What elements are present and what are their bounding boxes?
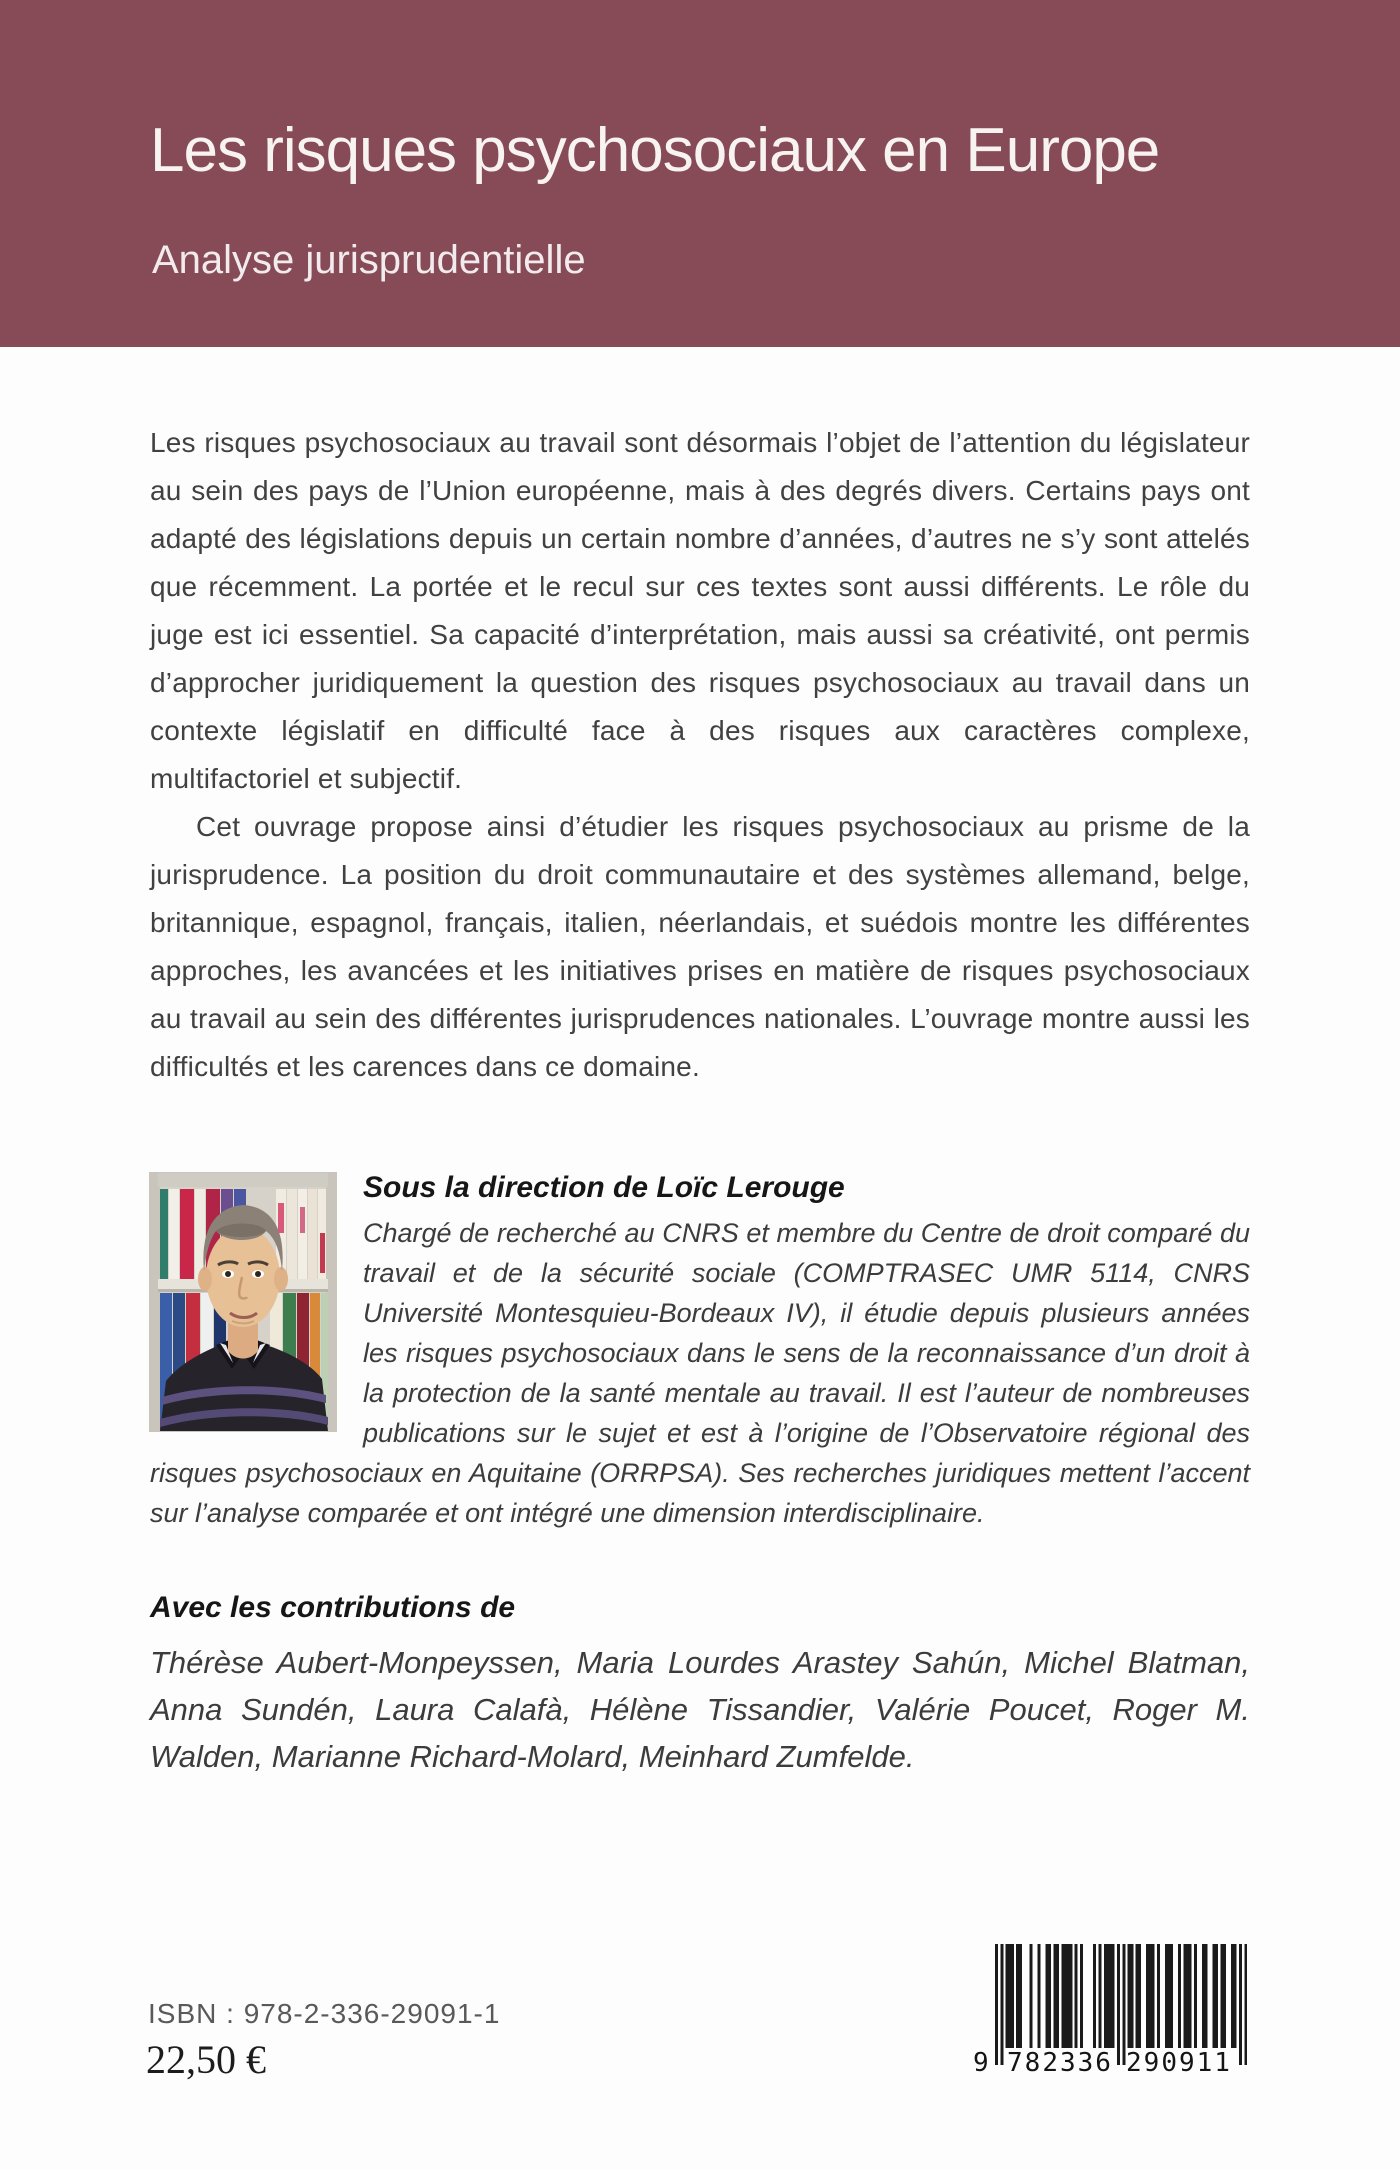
director-heading: Sous la direction de Loïc Lerouge: [363, 1171, 845, 1204]
director-section: [150, 1169, 1250, 1533]
contributors-heading: Avec les contributions de: [150, 1591, 516, 1624]
synopsis-paragraph-1: Les risques psychosociaux au travail sont désormais l’objet de l’attention du législateur au sein des pays de l’Union européenne, mais à des degrés divers. Certains pays ont adapté des législations depuis un certain nombre d’années, d’autres ne s’y sont attelés que récemment. La portée et le recul sur ces textes sont aussi différents. Le rôle du juge est ici essentiel. Sa capacité d’interprétation, mais aussi sa créativité, ont permis d’approcher juridiquement la question des risques psychosociaux au travail dans un contexte législatif en difficulté face à des risques aux caractères complexe, multifactoriel et subjectif.: [150, 427, 1250, 794]
barcode-digits-group1: 782336: [1007, 2048, 1113, 2078]
director-bio: Chargé de recherché au CNRS et membre du Centre de droit comparé du travail et de la sécurité sociale (COMPTRASEC UMR 5114, CNRS Université Montesquieu-Bordeaux IV), il étudie depuis plusieurs années les risques psychosociaux dans le sens de la reconnaissance d’un droit à la protection de la santé mentale au travail. Il est l’auteur de nombreuses publications sur le sujet et est à l’origine de l’Observatoire régional des risques psychosociaux en Aquitaine (ORRPSA). Ses recherches juridiques mettent l’accent sur l’analyse comparée et ont intégré une dimension interdisciplinaire.: [150, 1218, 1250, 1528]
title-band: [0, 0, 1400, 347]
barcode-digits-group2: 290911: [1126, 2048, 1232, 2078]
synopsis-paragraph-2: Cet ouvrage propose ainsi d’étudier les risques psychosociaux au prisme de la jurisprudence. La position du droit communautaire et des systèmes allemand, belge, britannique, espagnol, français, italien, néerlandais, et suédois montre les différentes approches, les avancées et les initiatives prises en matière de risques psychosociaux au travail au sein des différentes jurisprudences nationales. L’ouvrage montre aussi les difficultés et les carences dans ce domaine.: [150, 811, 1250, 1082]
book-subtitle: Analyse jurisprudentielle: [152, 238, 586, 282]
isbn-text: ISBN : 978-2-336-29091-1: [148, 1998, 501, 2029]
ean13-barcode: [973, 1944, 1247, 2080]
book-title: Les risques psychosociaux en Europe: [150, 116, 1160, 185]
content-area: [150, 347, 1250, 1780]
synopsis: [150, 419, 1250, 1091]
barcode-digits: [973, 2048, 1247, 2078]
contributors-section: [150, 1589, 1250, 1780]
price-text: 22,50 €: [146, 2037, 266, 2082]
author-photo: [150, 1173, 336, 1431]
barcode-digit-first: 9: [973, 2048, 989, 2078]
author-portrait-illustration: [150, 1173, 336, 1431]
contributors-names: Thérèse Aubert-Monpeyssen, Maria Lourdes Arastey Sahún, Michel Blatman, Anna Sundén, Laura Calafà, Hélène Tissandier, Valérie Poucet, Roger M. Walden, Marianne Richard-Molard, Meinhard Zumfelde.: [150, 1645, 1250, 1774]
